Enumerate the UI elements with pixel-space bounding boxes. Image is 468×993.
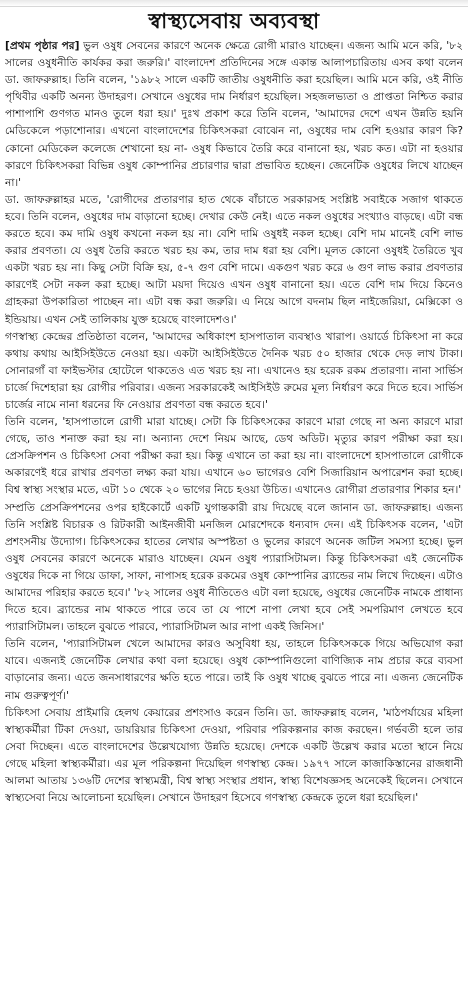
headline: স্বাস্থ্যসেবায় অব্যবস্থা <box>148 8 320 33</box>
paragraph <box>5 636 463 704</box>
paragraph <box>5 705 463 808</box>
article-body <box>5 38 463 990</box>
paragraph <box>5 500 463 637</box>
continuation-marker: [প্রথম পৃষ্ঠার পর] <box>5 40 80 52</box>
paragraph-text: ডা. জাফরুল্লাহর মতে, 'রোগীদের প্রতারণার হাত থেকে বাঁচাতে সরকারসহ সংশ্লিষ্ট সবাইকে সজাগ থাকতে হবে। তিনি বলেন, ওষুধের দাম বাড়ানো হচ্ছে। দেখার কেউ নেই। এতে নকল ওষুধের সংখ্যাও বাড়ছে। এটা বন্ধ করতে হবে। কম দামি ওষুধ কখনো নকল হয় না। বেশি দামি ওষুধই নকল হচ্ছে। বেশি দাম মানেই বেশি লাভ করার প্রবণতা। যে ওষুধ তৈরি করতে খরচ হয় কম, তার দাম ধরা হয় বেশি। মূলত কোনো ওষুধই তৈরিতে খুব একটা খরচ হয় না। কিছু সেটা বিক্রি হয়, ৫-৭ গুণ বেশি দামে। একগুণ খরচ করে ৬ গুণ লাভ করার প্রবণতার কারণেই সেটা নকল করা হচ্ছে। আটা ময়দা দিয়েও এখন ওষুধ বানানো হয়। এতে বেশি দাম দিয়ে কিনেও গ্রাহকরা উপকারিতা পাচ্ছেন না। এটা বন্ধ করা জরুরি। এ নিয়ে আগে বদনাম ছিল নাইজেরিয়া, মেক্সিকো ও ইন্ডিয়ায়। এখন সেই তালিকায় যুক্ত হয়েছে বাংলাদেশও।' <box>5 193 463 326</box>
paragraph-text: সম্প্রতি প্রেসক্রিপশনের ওপর হাইকোর্টে একটি যুগান্তকারী রায় দিয়েছে বলে জানান ডা. জাফরুল্লাহ। এজন্য তিনি সংশ্লিষ্ট বিচারক ও রিটকারী আইনজীবী মনজিল মোরশেদকে ধন্যবাদ দেন। এই চিকিৎসক বলেন, 'এটা প্রশংসনীয় উদ্যোগ। চিকিৎসকের হাতের লেখার অস্পষ্টতা ও ভুলের কারণে অনেক জটিল সমস্যা হচ্ছে। ভুল ওষুধ সেবনের কারণে অনেকে মারাও যাচ্ছেন। যেমন ওষুধ প্যারাসিটামল। কিন্তু চিকিৎসকরা এই জেনেটিক ওষুধের দিকে না গিয়ে ডাফা, সাফা, নাপাসহ হরেক রকমের ওষুধ কোম্পানির ব্র্যান্ডের নাম লিখে দিচ্ছেন। এটাও আমাদের পরিহার করতে হবে।' '৮২ সালের ওষুধ নীতিতেও এটা বলা হয়েছে, ওষুধের জেনেটিক নামকে প্রাধান্য দিতে হবে। ব্র্যান্ডের নাম থাকতে পারে তবে তা যে পাশে নাপা লেখা হবে সেই সমপরিমাণ লেখতে হবে প্যারাসিটামল। তাহলে বুঝতে পারবে, প্যারাসিটামল আর নাপা একই জিনিস।' <box>5 501 463 634</box>
paragraph-text: তিনি বলেন, 'হাসপাতালে রোগী মারা যাচ্ছে। সেটা কি চিকিৎসকের কারণে মারা গেছে না অন্য কারণে মারা গেছে, তাও শনাক্ত করা হয় না। অন্যান্য দেশে নিয়ম আছে, ডেথ অডিট। মৃত্যুর কারণ পরীক্ষা করা হয়। প্রেসক্রিপশন ও চিকিৎসা সেবা পরীক্ষা করা হয়। কিন্তু এখানে তা করা হয় না। বাংলাদেশে হাসপাতালে রোগীকে অকারণেই ধরে রাখার প্রবণতা লক্ষ্য করা যায়। এখানে ৬০ ভাগেরও বেশি সিজারিয়ান অপারেশন করা হচ্ছে। বিশ্ব স্বাস্থ্য সংস্থার মতে, এটা ১০ থেকে ২০ ভাগের নিচে হওয়া উচিত। এখানেও রোগীরা প্রতারণার শিকার হন।' <box>5 416 463 497</box>
paragraph-text: তিনি বলেন, 'প্যারাসিটামল খেলে আমাদের কারও অসুবিধা হয়, তাহলে চিকিৎসককে গিয়ে অভিযোগ করা যাবে। এজন্যই জেনেটিক লেখার কথা বলা হয়েছে। ওষুধ কোম্পানিগুলো বাণিজ্যিক নাম প্রচার করে ব্যবসা বাড়ানোর জন্য। এতে জনসাধারণের ক্ষতি হতে পারে। তাই কি ওষুধ খাচ্ছে বুঝতে পারে না। এজন্য জেনেটিক নাম গুরুত্বপূর্ণ।' <box>5 638 463 702</box>
paragraph-text: গণস্বাস্থ্য কেন্দ্রের প্রতিষ্ঠাতা বলেন, 'আমাদের অধিকাংশ হাসপাতাল ব্যবস্থাও খারাপ। ওয়ার্ডে চিকিৎসা না করে কথায় কথায় আইসিইউতে নেওয়া হয়। একটা আইসিইউতে দৈনিক খরচ ৫০ হাজার থেকে দেড় লাখ টাকা। সোনারগাঁ বা ফাইভস্টার হোটেলে থাকতেও এত খরচ হয় না। এখানেও হয় হরেক রকম প্রতারণা। নানা সার্ভিস চার্জে দিশেহারা হয় রোগীর পরিবার। এজন্য সরকারকেই আইসিইউ রুমের মূল্য নির্ধারণ করে দিতে হবে। সার্ভিস চার্জের নামে নানা ধরনের ফি নেওয়ার প্রবণতা বন্ধ করতে হবে।' <box>5 330 463 411</box>
paragraph <box>5 192 463 329</box>
paragraph <box>5 38 463 192</box>
paragraph-text: ভুল ওষুধ সেবনের কারণে অনেক ক্ষেত্রে রোগী মারাও যাচ্ছেন। এজন্য আমি মনে করি, '৮২ সালের ওষুধনীতি কার্যকর করা জরুরি।' বাংলাদেশ প্রতিদিনের সঙ্গে একান্ত আলাপচারিতায় এসব কথা বলেন ডা. জাফরুল্লাহ। তিনি বলেন, '১৯৮২ সালে একটি জাতীয় ওষুধনীতি করা হয়েছিল। আমি মনে করি, ওই নীতি পৃথিবীর একটি অনন্য উদাহরণ। সেখানে ওষুধের দাম নির্ধারণ হয়েছিল। সহজলভ্যতা ও প্রাপ্ততা নিশ্চিত করার পাশাপাশি গুণগত মানও তুলে ধরা হয়।' দুঃখ প্রকাশ করে তিনি বলেন, 'আমাদের দেশে এখন উন্নতি হয়নি মেডিকেলে পড়াশোনার। এখনো বাংলাদেশের চিকিৎসকরা বোঝেন না, ওষুধের দাম বেশি হওয়ার কারণ কি? কোনো মেডিকেল কলেজে শেখানো হয় না- ওষুধ কিভাবে তৈরি করে বানানো হয়, খরচ কত। এটা না হওয়ার কারণে চিকিৎসকরা বিভিন্ন ওষুধ কোম্পানির প্রচারণার দ্বারা প্রভাবিত হচ্ছেন। জেনেটিক ওষুধের লিখে যাচ্ছেন না।' <box>5 40 463 189</box>
paragraph-text: চিকিৎসা সেবায় প্রাইমারি হেলথ কেয়ারের প্রশংসাও করেন তিনি। ডা. জাফরুল্লাহ বলেন, 'মাঠপর্যায়ের মহিলা স্বাস্থ্যকর্মীরা টিকা দেওয়া, ডায়রিয়ার চিকিৎসা দেওয়া, পরিবার পরিকল্পনার কাজ করছেন। গর্ভবতী হলে তার সেবা দিচ্ছেন। এতে বাংলাদেশের উল্লেখযোগ্য উন্নতি হয়েছে। দেশকে একটি উল্লেখ করার মতো স্থানে নিয়ে গেছে মহিলা স্বাস্থ্যকর্মীরা। এর মূল পরিকল্পনা দিয়েছিল গণস্বাস্থ্য কেন্দ্র। ১৯৭৭ সালে কাজাকিস্তানের রাজধানী আলমা আতায় ১৩৬টি দেশের স্বাস্থ্যমন্ত্রী, বিশ্ব স্বাস্থ্য সংস্থার প্রধান, স্বাস্থ্য বিশেষজ্ঞসহ অনেকেই ছিলেন। সেখানে স্বাস্থ্যসেবা নিয়ে আলোচনা হয়েছিল। সেখানে উদাহরণ হিসেবে গণস্বাস্থ্য কেন্দ্রকে তুলে ধরা হয়েছিল।' <box>5 706 463 805</box>
top-edge-strip <box>0 0 468 7</box>
paragraph <box>5 414 463 499</box>
paragraph <box>5 329 463 414</box>
